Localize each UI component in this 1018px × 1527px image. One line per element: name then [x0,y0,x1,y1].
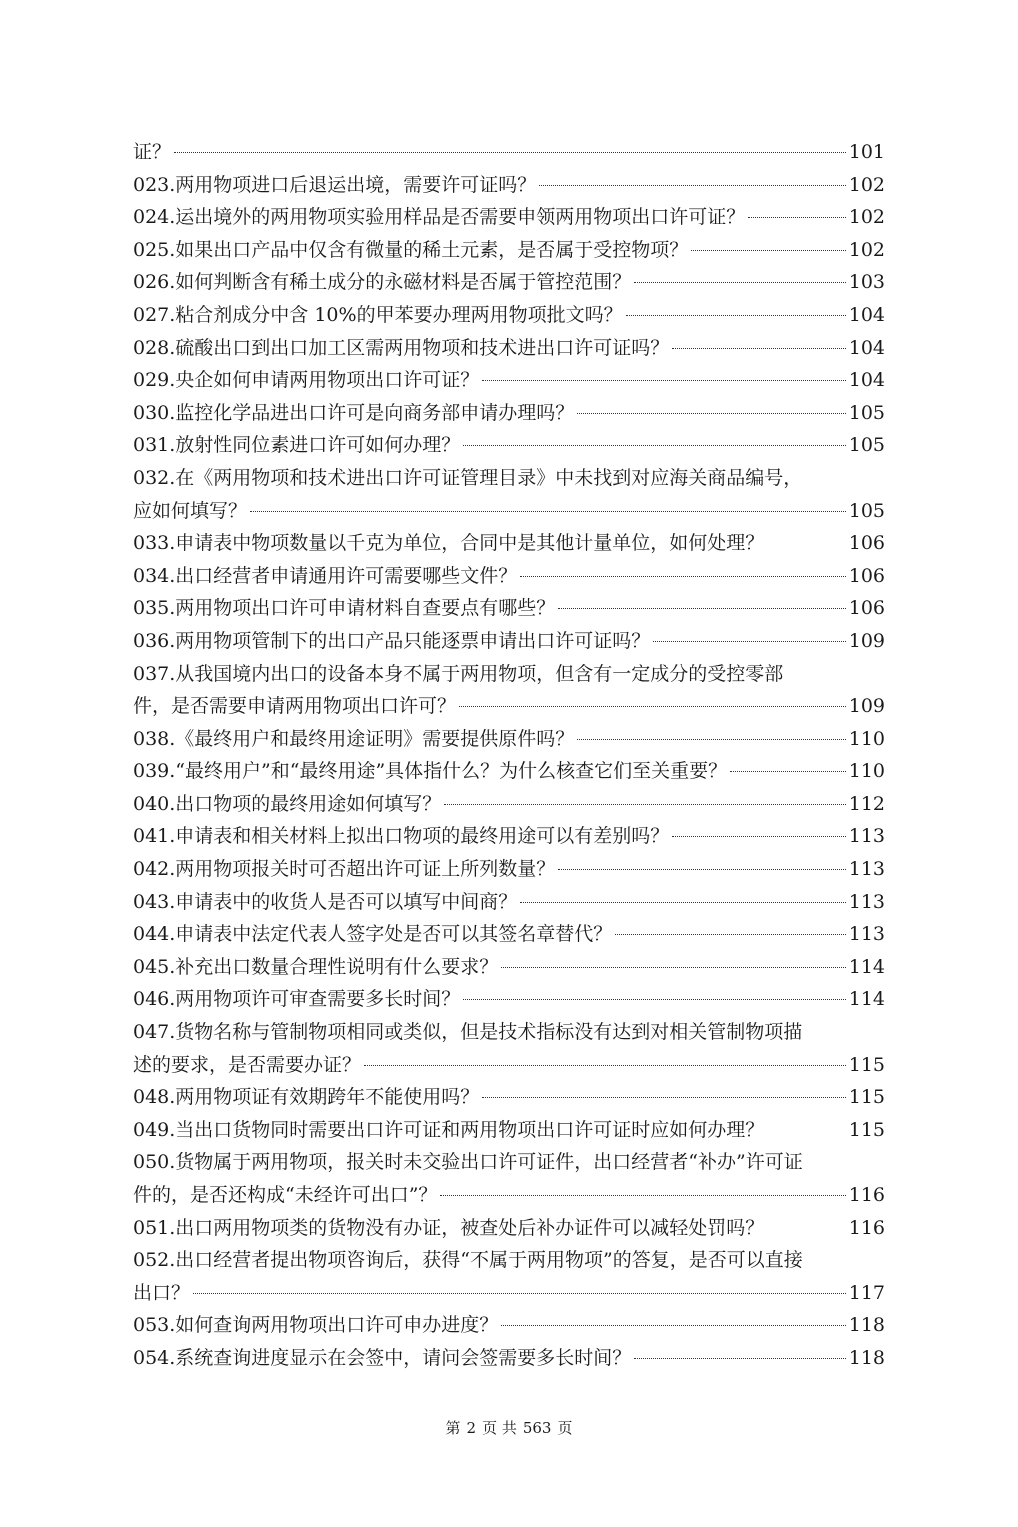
toc-line[interactable] [133,397,885,430]
toc-entry-title: 046.两用物项许可审查需要多长时间？ [133,988,461,1011]
dot-leader [250,511,846,512]
toc-page-number: 113 [848,923,885,946]
toc-line[interactable] [133,853,885,886]
toc-page-number: 118 [848,1314,885,1337]
toc-entry-title: 038.《最终用户和最终用途证明》需要提供原件吗？ [133,727,575,750]
toc-line[interactable] [133,820,885,853]
dot-leader [539,185,845,186]
toc-page-number: 114 [848,988,885,1011]
page-footer [0,1417,1018,1438]
dot-leader [577,413,845,414]
toc-line[interactable] [133,886,885,919]
toc-entry-title: 045.补充出口数量合理性说明有什么要求？ [133,955,499,978]
toc-entry-title: 029.央企如何申请两用物项出口许可证？ [133,369,480,392]
dot-leader [615,934,845,935]
toc-line[interactable] [133,495,885,528]
dot-leader [634,282,845,283]
toc-entry-title: 025.如果出口产品中仅含有微量的稀土元素，是否属于受控物项？ [133,238,689,261]
toc-page-number: 117 [848,1281,885,1304]
toc-entry-title: 027.粘合剂成分中含 10%的甲苯要办理两用物项批文吗？ [133,303,623,326]
toc-page-number: 118 [848,1346,885,1369]
toc-line[interactable] [133,1179,885,1212]
dot-leader [558,608,845,609]
toc-entry-title: 026.如何判断含有稀土成分的永磁材料是否属于管控范围？ [133,271,632,294]
dot-leader [174,152,846,153]
toc-entry-title: 应如何填写？ [133,499,248,522]
toc-page-number: 105 [848,434,885,457]
toc-line[interactable] [133,1016,885,1049]
toc-entry-title: 036.两用物项管制下的出口产品只能逐票申请出口许可证吗？ [133,629,651,652]
toc-line[interactable] [133,951,885,984]
toc-line[interactable] [133,1081,885,1114]
dot-leader [672,836,845,837]
toc-page-number: 105 [848,401,885,424]
toc-page-number: 102 [848,238,885,261]
toc-line[interactable] [133,136,885,169]
dot-leader [501,967,845,968]
toc-entry-title: 出口？ [133,1281,191,1304]
toc-page-number: 102 [848,173,885,196]
toc-entry-title: 037.从我国境内出口的设备本身不属于两用物项，但含有一定成分的受控零部 [133,662,784,685]
dot-leader [459,706,846,707]
dot-leader [364,1065,846,1066]
toc-line[interactable] [133,1342,885,1375]
toc-entry-title: 024.运出境外的两用物项实验用样品是否需要申领两用物项出口许可证？ [133,206,746,229]
footer-total-pages: 563 [522,1419,552,1437]
toc-entry-title: 证？ [133,141,172,163]
toc-page-number: 106 [848,532,885,555]
toc-page-number: 112 [848,792,885,815]
toc-page-number: 115 [848,1086,885,1109]
toc-line[interactable] [133,592,885,625]
toc-page-number: 109 [848,695,885,718]
toc-page-number: 102 [848,206,885,229]
toc-line[interactable] [133,1212,885,1245]
toc-entry-title: 述的要求，是否需要办证？ [133,1053,362,1076]
toc-entry-title: 041.申请表和相关材料上拟出口物项的最终用途可以有差别吗？ [133,825,670,848]
toc-line[interactable] [133,918,885,951]
toc-entry-title: 044.申请表中法定代表人签字处是否可以其签名章替代？ [133,923,613,946]
toc-line[interactable] [133,690,885,723]
footer-page-number: 2 [466,1419,477,1437]
toc-line[interactable] [133,527,885,560]
dot-leader [440,1195,845,1196]
toc-page-number: 116 [848,1216,885,1239]
toc-page-number: 115 [848,1053,885,1076]
toc-page-number: 103 [848,271,885,294]
toc-line[interactable] [133,1309,885,1342]
toc-entry-title: 033.申请表中物项数量以千克为单位，合同中是其他计量单位，如何处理？ [133,532,765,555]
dot-leader [730,771,846,772]
toc-entry-title: 050.货物属于两用物项，报关时未交验出口许可证件，出口经营者“补办”许可证 [133,1151,803,1174]
table-of-contents [133,136,885,1375]
toc-page-number: 113 [848,858,885,881]
toc-line[interactable] [133,1277,885,1310]
toc-line[interactable] [133,983,885,1016]
toc-entry-title: 028.硫酸出口到出口加工区需两用物项和技术进出口许可证吗？ [133,336,670,359]
toc-entry-title: 件，是否需要申请两用物项出口许可？ [133,695,457,718]
toc-line[interactable] [133,723,885,756]
toc-entry-title: 053.如何查询两用物项出口许可申办进度？ [133,1314,499,1337]
toc-entry-title: 051.出口两用物项类的货物没有办证，被查处后补办证件可以减轻处罚吗？ [133,1216,765,1239]
toc-line[interactable] [133,169,885,202]
toc-entry-title: 042.两用物项报关时可否超出许可证上所列数量？ [133,858,556,881]
footer-suffix: 页 [557,1419,573,1437]
toc-entry-title: 043.申请表中的收货人是否可以填写中间商？ [133,890,518,913]
toc-page-number: 115 [848,1118,885,1141]
toc-line[interactable] [133,625,885,658]
toc-page-number: 104 [848,369,885,392]
toc-entry-title: 054.系统查询进度显示在会签中，请问会签需要多长时间？ [133,1346,632,1369]
toc-entry-title: 023.两用物项进口后退运出境，需要许可证吗？ [133,173,537,196]
toc-line[interactable] [133,429,885,462]
dot-leader [444,804,845,805]
footer-prefix: 第 [445,1419,461,1437]
toc-line[interactable] [133,234,885,267]
dot-leader [520,576,845,577]
toc-line[interactable] [133,1049,885,1082]
dot-leader [482,1097,845,1098]
toc-page-number: 110 [848,727,885,750]
toc-entry-title: 035.两用物项出口许可申请材料自查要点有哪些？ [133,597,556,620]
toc-page-number: 106 [848,564,885,587]
toc-page-number: 104 [848,336,885,359]
dot-leader [463,999,845,1000]
toc-page-number: 104 [848,303,885,326]
toc-line[interactable] [133,266,885,299]
dot-leader [626,315,846,316]
toc-line[interactable] [133,1244,885,1277]
footer-mid: 页 共 [482,1419,517,1437]
toc-entry-title: 032.在《两用物项和技术进出口许可证管理目录》中未找到对应海关商品编号， [133,466,803,489]
toc-line[interactable] [133,462,885,495]
dot-leader [501,1325,845,1326]
toc-line[interactable] [133,755,885,788]
dot-leader [634,1358,845,1359]
toc-line[interactable] [133,788,885,821]
toc-page-number: 109 [848,629,885,652]
toc-entry-title: 件的，是否还构成“未经许可出口”？ [133,1184,438,1206]
toc-page-number: 116 [848,1184,885,1206]
toc-page-number: 105 [848,499,885,522]
dot-leader [463,445,845,446]
toc-page-number: 106 [848,597,885,620]
toc-page-number: 110 [848,760,885,783]
toc-line[interactable] [133,560,885,593]
toc-entry-title: 034.出口经营者申请通用许可需要哪些文件？ [133,564,518,587]
toc-line[interactable] [133,1146,885,1179]
toc-line[interactable] [133,364,885,397]
toc-entry-title: 039.“最终用户”和“最终用途”具体指什么？为什么核查它们至关重要？ [133,760,728,783]
dot-leader [577,739,845,740]
toc-page-number: 113 [848,890,885,913]
toc-entry-title: 031.放射性同位素进口许可如何办理？ [133,434,461,457]
dot-leader [558,869,845,870]
dot-leader [672,348,845,349]
dot-leader [748,217,845,218]
toc-entry-title: 047.货物名称与管制物项相同或类似，但是技术指标没有达到对相关管制物项描 [133,1021,803,1044]
dot-leader [691,250,845,251]
toc-line[interactable] [133,1114,885,1147]
toc-line[interactable] [133,299,885,332]
toc-line[interactable] [133,201,885,234]
toc-line[interactable] [133,332,885,365]
dot-leader [520,902,845,903]
toc-page-number: 113 [848,825,885,848]
toc-entry-title: 049.当出口货物同时需要出口许可证和两用物项出口许可证时应如何办理？ [133,1118,765,1141]
dot-leader [653,641,845,642]
toc-entry-title: 030.监控化学品进出口许可是向商务部申请办理吗？ [133,401,575,424]
dot-leader [193,1293,846,1294]
toc-line[interactable] [133,658,885,691]
toc-entry-title: 040.出口物项的最终用途如何填写？ [133,792,442,815]
dot-leader [482,380,845,381]
toc-page-number: 114 [848,955,885,978]
toc-entry-title: 052.出口经营者提出物项咨询后，获得“不属于两用物项”的答复，是否可以直接 [133,1249,803,1272]
toc-entry-title: 048.两用物项证有效期跨年不能使用吗？ [133,1086,480,1109]
toc-page-number: 101 [848,141,885,163]
